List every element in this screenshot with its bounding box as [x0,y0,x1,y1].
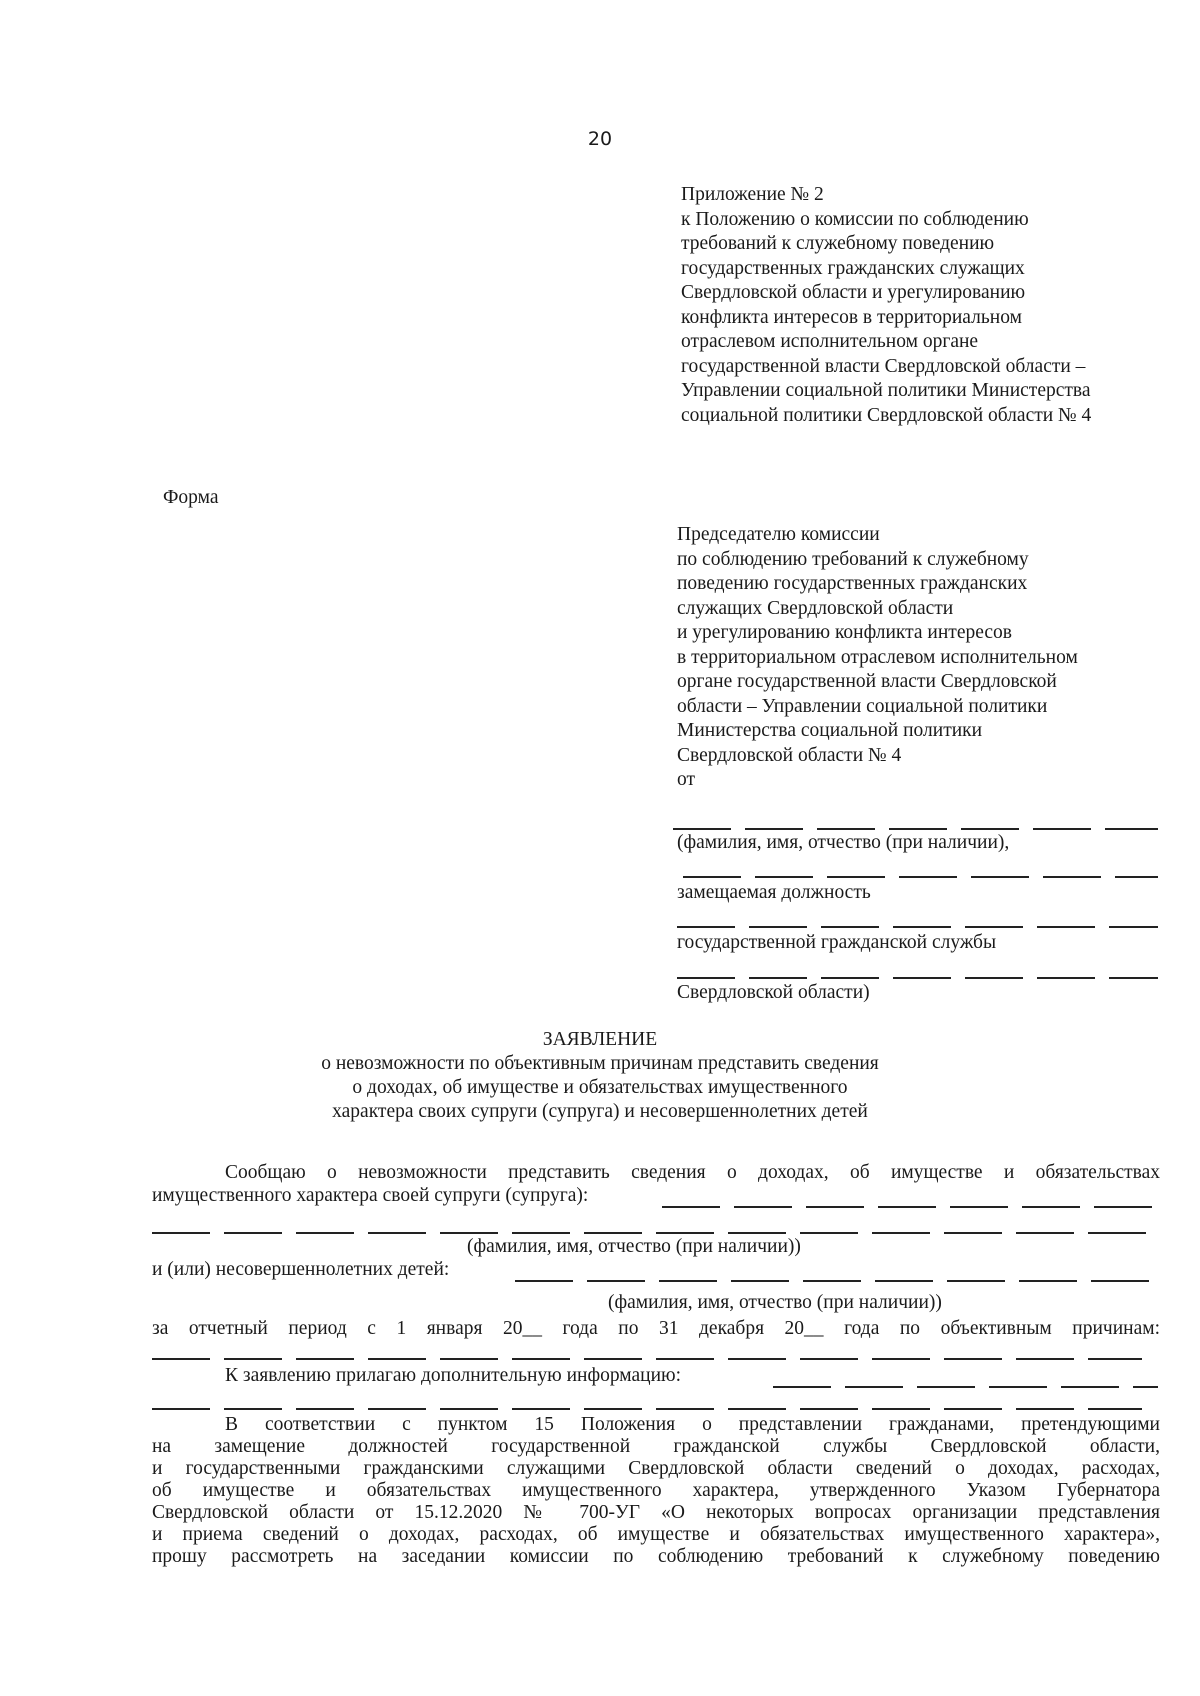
fill-line-segment [821,977,879,979]
fill-line-segment [1088,1408,1142,1410]
fill-line-segment [368,1408,426,1410]
fill-line-segment [749,926,807,928]
fill-line-segment [965,977,1023,979]
appendix-line: государственных гражданских служащих [681,257,1025,279]
addressee-line: Председателю комиссии [677,524,880,545]
body-line: прошу рассмотреть на заседании комиссии по соблюдению требований к служебному поведению [152,1546,1160,1567]
form-label: Форма [163,487,219,508]
fill-line-segment [1091,1280,1149,1282]
fill-line-segment [731,1280,789,1282]
fill-line-segment [512,1232,570,1234]
fill-line[interactable] [673,828,1158,830]
fill-line-segment [677,926,735,928]
fill-line-segment [1019,1280,1077,1282]
body-line: имущественного характера своей супруги (супруга): [152,1185,589,1206]
addressee-line: в территориальном отраслевом исполнительном [677,646,1078,668]
caption-region: Свердловской области) [677,982,870,1003]
fill-line[interactable] [152,1232,1158,1234]
appendix-line: к Положению о комиссии по соблюдению [681,208,1029,230]
fill-line-segment [1037,926,1095,928]
fill-line-segment [1043,876,1101,878]
body-line: и государственными гражданскими служащими Свердловской области сведений о доходах, расходах, [152,1458,1160,1479]
fill-line-segment [1037,977,1095,979]
fill-line-segment [734,1206,792,1208]
fill-line-segment [296,1358,354,1360]
fill-line-segment [961,828,1019,830]
appendix-line: Управлении социальной политики Министерства [681,380,1091,401]
fill-line-segment [368,1358,426,1360]
fill-line-segment [152,1358,210,1360]
fill-line-segment [728,1358,786,1360]
fill-line-segment [800,1408,858,1410]
fill-line-segment [947,1280,1005,1282]
fill-line-segment [806,1206,864,1208]
appendix-line: государственной власти Свердловской области – [681,355,1086,377]
fill-line-segment [656,1358,714,1360]
fill-line-segment [677,977,735,979]
fill-line-segment [152,1232,210,1234]
appendix-header [681,183,1181,428]
appendix-line: социальной политики Свердловской области № 4 [681,404,1092,426]
fill-line-segment [440,1408,498,1410]
fill-line-segment [656,1232,714,1234]
addressee-line: служащих Свердловской области [677,597,954,619]
fill-line-segment [368,1232,426,1234]
statement-subtitle: о невозможности по объективным причинам представить сведения [321,1053,879,1074]
fill-line-segment [889,828,947,830]
fill-line-segment [971,876,1029,878]
fill-line-segment [1115,876,1158,878]
fill-line-segment [800,1232,858,1234]
fill-line-segment [224,1408,282,1410]
fill-line-segment [656,1408,714,1410]
addressee-line: органе государственной власти Свердловской [677,671,1057,692]
addressee-line: Министерства социальной политики [677,720,983,741]
fill-line[interactable] [683,876,1158,878]
statement-title: ЗАЯВЛЕНИЕ [542,1029,658,1050]
fill-line-segment [1022,1206,1080,1208]
fill-line-segment [1088,1232,1146,1234]
fill-line-segment [683,876,741,878]
fill-line-segment [515,1280,573,1282]
body-line: К заявлению прилагаю дополнительную информацию: [225,1365,682,1386]
page-number: 20 [587,128,613,150]
fill-line-segment [152,1408,210,1410]
statement-subtitle: характера своих супруги (супруга) и несовершеннолетних детей [332,1101,868,1122]
fill-line-segment [989,1386,1047,1388]
appendix-line: Свердловской области и урегулированию [681,282,1026,303]
fill-line[interactable] [677,977,1158,979]
addressee-line: области – Управлении социальной политики [677,695,1048,717]
fill-line-segment [1109,977,1158,979]
body-line: и (или) несовершеннолетних детей: [152,1259,450,1280]
fill-line-segment [899,876,957,878]
appendix-line: отраслевом исполнительном органе [681,331,979,352]
body-line: на замещение должностей государственной гражданской службы Свердловской области, [152,1436,1160,1457]
fill-line-segment [1016,1232,1074,1234]
fill-line-segment [296,1408,354,1410]
body-line: и приема сведений о доходах, расходах, об имуществе и обязательствах имущественного характера», [152,1524,1160,1545]
fill-line-segment [893,977,951,979]
body-line: Свердловской области от 15.12.2020 № 700-УГ «О некоторых вопросах организации представления [152,1502,1160,1523]
fill-line-segment [878,1206,936,1208]
fill-line-segment [944,1408,1002,1410]
fill-line-segment [745,828,803,830]
fill-line-segment [1094,1206,1152,1208]
fill-line-segment [440,1358,498,1360]
fill-line-segment [944,1358,1002,1360]
appendix-line: требований к служебному поведению [681,233,995,254]
body-line: об имуществе и обязательствах имущественного характера, утвержденного Указом Губернатора [152,1480,1160,1501]
fill-line-segment [584,1358,642,1360]
fill-line-segment [755,876,813,878]
fill-line-segment [1105,828,1158,830]
fill-line-segment [872,1232,930,1234]
addressee-line: по соблюдению требований к служебному [677,548,1029,570]
fill-line[interactable] [152,1358,1142,1360]
fill-line-segment [800,1358,858,1360]
fill-line-segment [803,1280,861,1282]
body-paragraph [152,1414,1160,1568]
addressee-line: от [677,769,696,790]
fill-line-segment [1061,1386,1119,1388]
caption-spouse: (фамилия, имя, отчество (при наличии)) [467,1236,801,1257]
fill-line[interactable] [677,926,1158,928]
fill-line-segment [440,1232,498,1234]
fill-line-segment [773,1386,831,1388]
fill-line-segment [950,1206,1008,1208]
statement-subtitle: о доходах, об имуществе и обязательствах имущественного [352,1077,848,1098]
fill-line-segment [872,1358,930,1360]
body-line: В соответствии с пунктом 15 Положения о представлении гражданами, претендующими [225,1414,1160,1435]
body-line: за отчетный период с 1 января 20__ года по 31 декабря 20__ года по объективным причинам: [152,1318,1160,1339]
caption-position: замещаемая должность [677,882,871,903]
addressee-block [677,523,1177,793]
fill-line-segment [944,1232,1002,1234]
fill-line-segment [965,926,1023,928]
fill-line-segment [1033,828,1091,830]
fill-line-segment [584,1408,642,1410]
addressee-line: поведению государственных гражданских [677,573,1028,594]
fill-line-segment [673,828,731,830]
fill-line[interactable] [515,1280,1158,1282]
fill-line-segment [587,1280,645,1282]
addressee-line: и урегулированию конфликта интересов [677,622,1012,643]
fill-line-segment [512,1408,570,1410]
fill-line-segment [827,876,885,878]
fill-line-segment [512,1358,570,1360]
fill-line-segment [1088,1358,1142,1360]
fill-line-segment [1016,1408,1074,1410]
fill-line[interactable] [773,1386,1158,1388]
fill-line-segment [845,1386,903,1388]
appendix-line: конфликта интересов в территориальном [681,306,1022,328]
addressee-line: Свердловской области № 4 [677,744,902,766]
caption-service: государственной гражданской службы [677,932,997,953]
caption-fio: (фамилия, имя, отчество (при наличии), [677,832,1010,853]
fill-line-segment [584,1232,642,1234]
fill-line-segment [224,1232,282,1234]
fill-line-segment [749,977,807,979]
fill-line-segment [296,1232,354,1234]
fill-line[interactable] [152,1408,1142,1410]
fill-line-segment [728,1408,786,1410]
fill-line-segment [1133,1386,1158,1388]
body-line: Сообщаю о невозможности представить сведения о доходах, об имуществе и обязательствах [225,1162,1160,1183]
appendix-line: Приложение № 2 [681,184,824,205]
fill-line-segment [224,1358,282,1360]
statement-title-block [0,1028,1200,1124]
fill-line-segment [1109,926,1158,928]
fill-line-segment [662,1206,720,1208]
fill-line-segment [1016,1358,1074,1360]
fill-line-segment [893,926,951,928]
fill-line-segment [817,828,875,830]
fill-line-segment [821,926,879,928]
fill-line-segment [872,1408,930,1410]
fill-line-segment [728,1232,786,1234]
caption-children: (фамилия, имя, отчество (при наличии)) [608,1292,942,1313]
fill-line-segment [659,1280,717,1282]
fill-line-segment [875,1280,933,1282]
fill-line-segment [917,1386,975,1388]
fill-line[interactable] [662,1206,1158,1208]
